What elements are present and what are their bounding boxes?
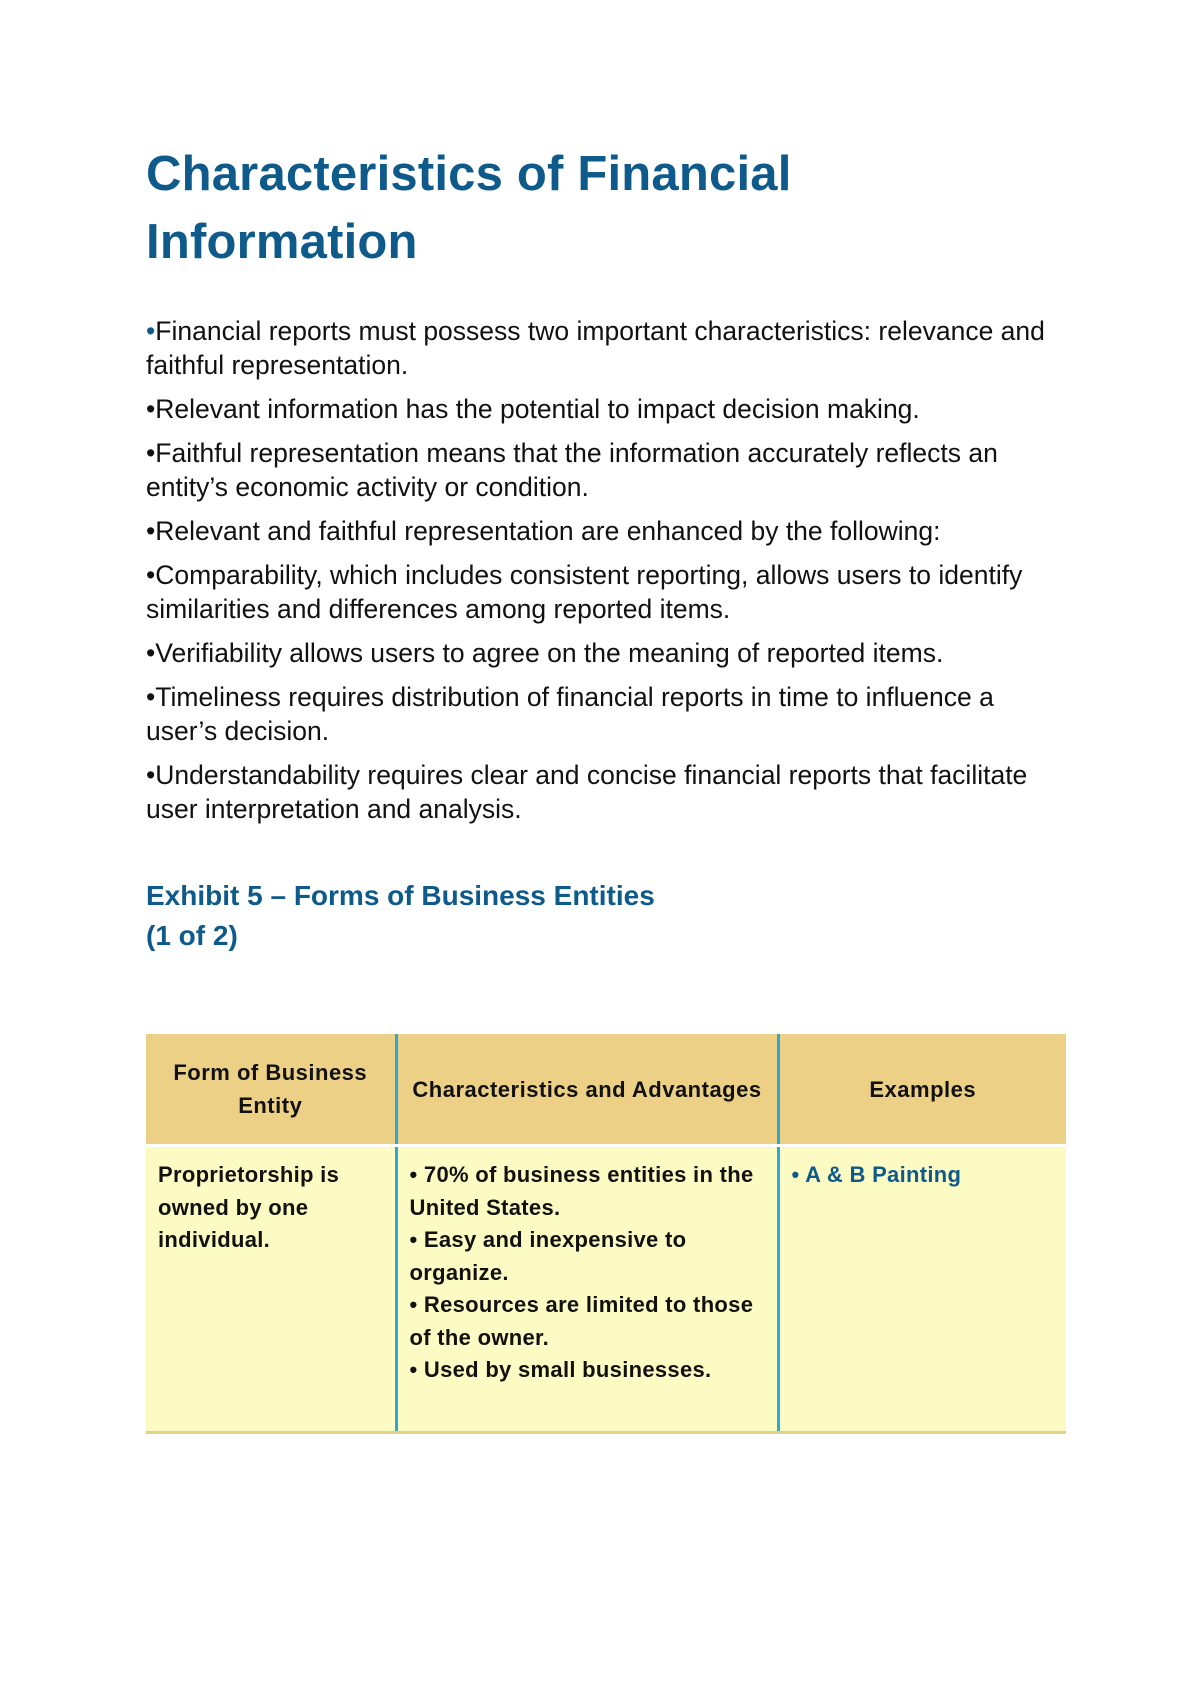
list-item: •Comparability, which includes consistent reporting, allows users to identify similarities and differences among reported items.: [146, 560, 1023, 624]
characteristic-item: • 70% of business entities in the United States.: [409, 1162, 754, 1220]
bullet-icon: •: [146, 638, 156, 668]
bullet-icon: •: [146, 316, 156, 346]
column-header-characteristics: Characteristics and Advantages: [396, 1034, 778, 1146]
bullet-icon: •: [146, 560, 156, 590]
cell-characteristics: [396, 1146, 778, 1433]
document-page: [146, 140, 1066, 956]
table-row: [146, 1146, 1066, 1433]
list-item: •Relevant information has the potential to impact decision making.: [146, 394, 920, 424]
characteristic-item: • Easy and inexpensive to organize.: [409, 1227, 687, 1285]
example-item: • A & B Painting: [791, 1162, 962, 1187]
bullet-icon: •: [146, 394, 156, 424]
page-title: Characteristics of Financial Information: [146, 147, 792, 269]
column-header-form: Form of Business Entity: [146, 1034, 396, 1146]
characteristic-item: • Used by small businesses.: [409, 1357, 712, 1382]
bullet-icon: •: [146, 760, 156, 790]
exhibit-title: [146, 876, 1066, 956]
list-item: •Understandability requires clear and concise financial reports that facilitate user interpretation and analysis.: [146, 760, 1028, 824]
cell-examples: [778, 1146, 1066, 1433]
bullet-list: [146, 314, 1066, 826]
bullet-icon: •: [146, 438, 156, 468]
bullet-icon: •: [146, 682, 156, 712]
exhibit-subtitle: (1 of 2): [146, 920, 238, 951]
table-header-row: [146, 1034, 1066, 1146]
list-item: •Financial reports must possess two important characteristics: relevance and faithful representation.: [146, 316, 1045, 380]
cell-form: Proprietorship is owned by one individual.: [146, 1146, 396, 1433]
list-item: •Verifiability allows users to agree on the meaning of reported items.: [146, 638, 944, 668]
list-item: •Timeliness requires distribution of financial reports in time to influence a user’s decision.: [146, 682, 994, 746]
business-entities-table: [146, 1034, 1066, 1434]
characteristic-item: • Resources are limited to those of the owner.: [409, 1292, 754, 1350]
exhibit-title-line: Exhibit 5 – Forms of Business Entities: [146, 880, 655, 911]
bullet-icon: •: [146, 516, 156, 546]
list-item: •Faithful representation means that the information accurately reflects an entity’s economic activity or condition.: [146, 438, 998, 502]
list-item: •Relevant and faithful representation are enhanced by the following:: [146, 516, 941, 546]
column-header-examples: Examples: [778, 1034, 1066, 1146]
